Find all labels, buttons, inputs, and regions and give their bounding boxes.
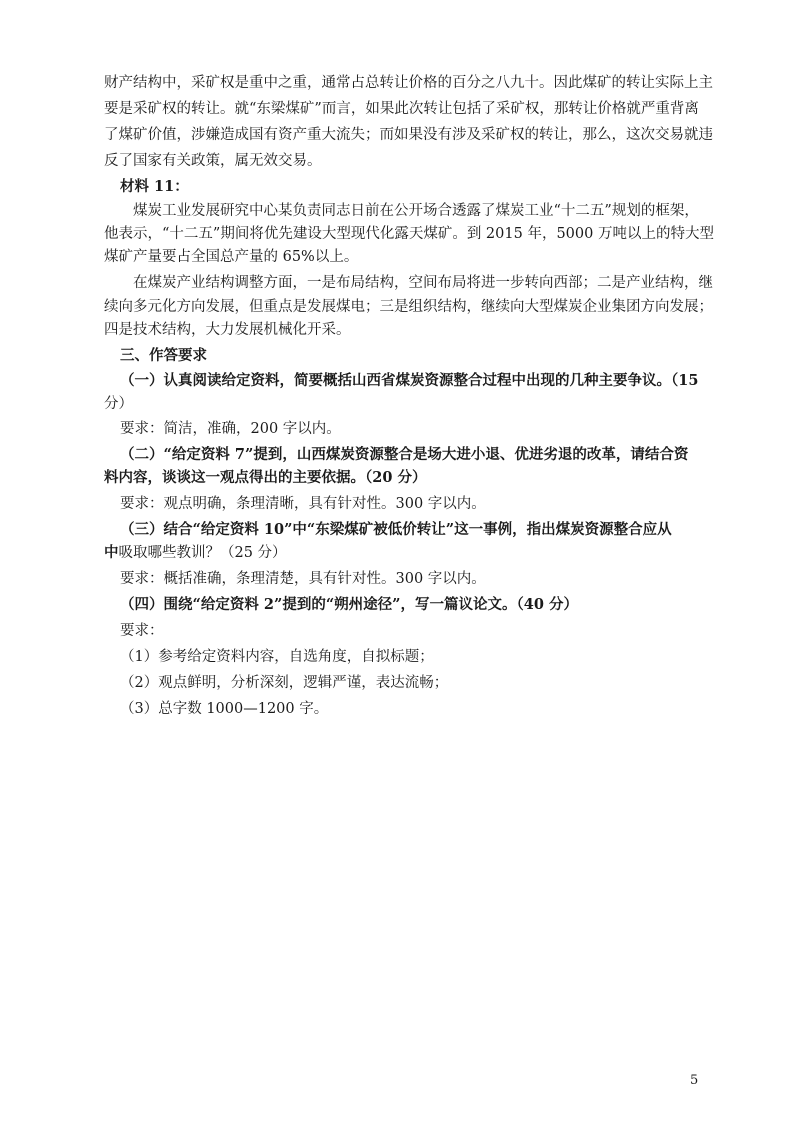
question-2-requirement: 要求：观点明确，条理清晰，具有针对性。300 字以内。 bbox=[120, 496, 486, 512]
paragraph-line: 在煤炭产业结构调整方面，一是布局结构，空间布局将进一步转向西部；二是产业结构，继 bbox=[133, 275, 713, 291]
question-3-text: 吸取哪些教训？（25 分） bbox=[118, 545, 287, 561]
question-3-bold-char: 中 bbox=[104, 544, 119, 561]
material-11-heading: 材料 11： bbox=[120, 178, 189, 195]
question-3-requirement: 要求：概括准确，条理清楚，具有针对性。300 字以内。 bbox=[120, 571, 486, 587]
paragraph-line: 续向多元化方向发展，但重点是发展煤电；三是组织结构，继续向大型煤炭企业集团方向发展； bbox=[104, 299, 713, 315]
paragraph-line: 财产结构中，采矿权是重中之重，通常占总转让价格的百分之八九十。因此煤矿的转让实际上主 bbox=[104, 75, 713, 91]
question-4-requirement: 要求： bbox=[120, 623, 164, 639]
paragraph-line: 反了国家有关政策，属无效交易。 bbox=[104, 153, 322, 169]
question-4-item: （2）观点鲜明，分析深刻，逻辑严谨，表达流畅； bbox=[120, 675, 449, 691]
paragraph-line: 了煤矿价值，涉嫌造成国有资产重大流失；而如果没有涉及采矿权的转让，那么，这次交易就违 bbox=[104, 127, 713, 143]
paragraph-line: 煤矿产量要占全国总产量的 65%以上。 bbox=[104, 249, 359, 265]
question-2-line: （二）“给定资料 7”提到，山西煤炭资源整合是场大进小退、优进劣退的改革，请结合资 bbox=[120, 446, 689, 463]
paragraph-line: 四是技术结构，大力发展机械化开采。 bbox=[104, 322, 351, 338]
page-number: 5 bbox=[690, 1073, 699, 1088]
question-3-line bbox=[104, 543, 694, 563]
question-4-item: （1）参考给定资料内容，自选角度，自拟标题； bbox=[120, 649, 434, 665]
paragraph-line: 他表示，“十二五”期间将优先建设大型现代化露天煤矿。到 2015 年，5000 万吨以上的特大型 bbox=[104, 226, 714, 242]
paragraph-line: 要是采矿权的转让。就“东梁煤矿”而言，如果此次转让包括了采矿权，那转让价格就严重背离 bbox=[104, 101, 699, 117]
question-3-line: （三）结合“给定资料 10”中“东梁煤矿被低价转让”这一事例，指出煤炭资源整合应从 bbox=[120, 521, 672, 538]
question-4-line: （四）围绕“给定资料 2”提到的“朔州途径”，写一篇议论文。（40 分） bbox=[120, 596, 578, 613]
question-2-line: 料内容，谈谈这一观点得出的主要依据。（20 分） bbox=[104, 469, 427, 486]
paragraph-line: 煤炭工业发展研究中心某负责同志日前在公开场合透露了煤炭工业“十二五”规划的框架， bbox=[133, 203, 699, 219]
section-heading: 三、作答要求 bbox=[120, 347, 207, 364]
question-1-line: 分） bbox=[104, 396, 133, 412]
question-1-line: （一）认真阅读给定资料，简要概括山西省煤炭资源整合过程中出现的几种主要争议。（15 bbox=[120, 372, 699, 389]
question-1-requirement: 要求：简洁，准确，200 字以内。 bbox=[120, 421, 341, 437]
question-4-item: （3）总字数 1000—1200 字。 bbox=[120, 701, 329, 717]
